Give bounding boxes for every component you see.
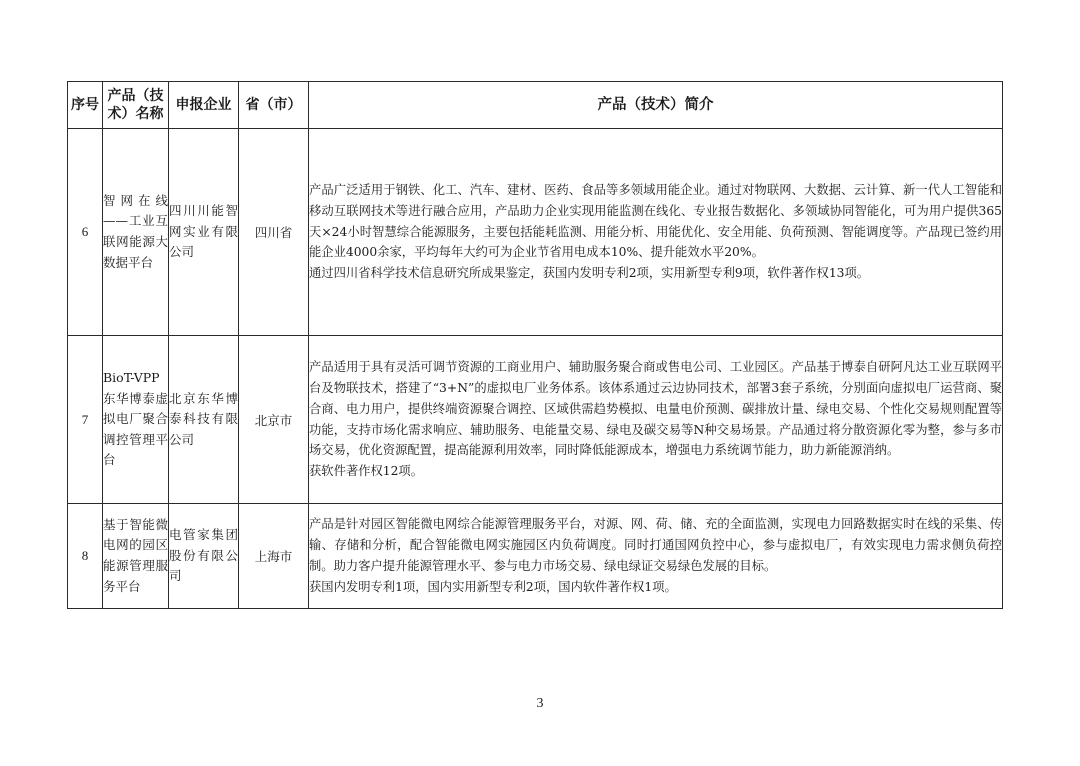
header-seq: 序号 — [68, 82, 103, 129]
page-number: 3 — [536, 696, 544, 711]
row-province: 北京市 — [239, 336, 309, 504]
row-province: 上海市 — [239, 504, 309, 609]
row-product-name: 智网在线——工业互联网能源大数据平台 — [103, 129, 169, 336]
product-table — [67, 81, 1003, 609]
header-intro: 产品（技术）简介 — [309, 82, 1003, 129]
intro-paragraph: 产品适用于具有灵活可调节资源的工商业用户、辅助服务聚合商或售电公司、工业园区。产品基于博泰自研阿凡达工业互联网平台及物联技术，搭建了“3+N”的虚拟电厂业务体系。该体系通过云边协同技术，部署3套子系统，分别面向虚拟电厂运营商、聚合商、电力用户，提供终端资源聚合调控、区域供需趋势模拟、电量电价预测、碳排放计量、绿电交易、个性化交易规则配置等功能，支持市场化需求响应、辅助服务、电能量交易、绿电及碳交易等N种交易场景。产品通过将分散资源化零为整，参与多市场交易，优化资源配置，提高能源利用效率，同时降低能源成本，增强电力系统调节能力，助力新能源消纳。 — [309, 360, 1002, 458]
row-company: 电管家集团股份有限公司 — [169, 504, 239, 609]
row-intro — [309, 336, 1003, 504]
row-intro — [309, 129, 1003, 336]
table-row — [68, 504, 1003, 609]
header-company: 申报企业 — [169, 82, 239, 129]
table-header-row — [68, 82, 1003, 129]
intro-paragraph: 获软件著作权12项。 — [309, 464, 424, 479]
row-product-name: 基于智能微电网的园区能源管理服务平台 — [103, 504, 169, 609]
row-intro — [309, 504, 1003, 609]
intro-paragraph: 获国内发明专利1项，国内实用新型专利2项，国内软件著作权1项。 — [309, 579, 677, 594]
intro-paragraph: 产品是针对园区智能微电网综合能源管理服务平台，对源、网、荷、储、充的全面监测，实现电力回路数据实时在线的采集、传输、存储和分析，配合智能微电网实施园区内负荷调度。同时打通国网负控中心，参与虚拟电厂，有效实现电力需求侧负荷控制。助力客户提升能源管理水平、参与电力市场交易、绿电绿证交易绿色发展的目标。 — [309, 517, 1002, 573]
intro-paragraph: 产品广泛适用于钢铁、化工、汽车、建材、医药、食品等多领域用能企业。通过对物联网、大数据、云计算、新一代人工智能和移动互联网技术等进行融合应用，产品助力企业实现用能监测在线化、专业报告数据化、多领域协同智能化，可为用户提供365天×24小时智慧综合能源服务，主要包括能耗监测、用能分析、用能优化、安全用能、负荷预测、智能调度等。产品现已签约用能企业4000余家，平均每年大约可为企业节省用电成本10%、提升能效水平20%。 — [309, 183, 1002, 260]
row-seq: 7 — [68, 336, 103, 504]
header-province: 省（市） — [239, 82, 309, 129]
table-row — [68, 336, 1003, 504]
table-row — [68, 129, 1003, 336]
row-province: 四川省 — [239, 129, 309, 336]
row-company: 北京东华博泰科技有限公司 — [169, 336, 239, 504]
row-company: 四川川能智网实业有限公司 — [169, 129, 239, 336]
intro-paragraph: 通过四川省科学技术信息研究所成果鉴定，获国内发明专利2项，实用新型专利9项，软件著作权13项。 — [309, 266, 870, 281]
row-seq: 8 — [68, 504, 103, 609]
row-seq: 6 — [68, 129, 103, 336]
header-product: 产品（技术）名称 — [103, 82, 169, 129]
row-product-name: BioT-VPP东华博泰虚拟电厂聚合调控管理平台 — [103, 336, 169, 504]
